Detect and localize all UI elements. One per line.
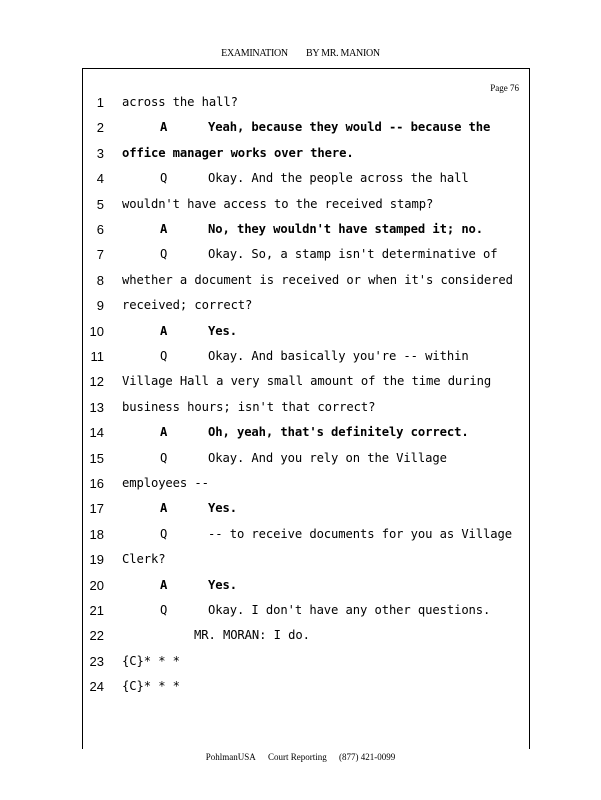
line-content: {C}* * * — [122, 653, 180, 668]
line-number: 19 — [89, 552, 104, 568]
line-content: Okay. And you rely on the Village — [208, 450, 447, 465]
page-header — [0, 48, 601, 59]
line-content: Okay. So, a stamp isn't determinative of — [208, 247, 498, 262]
transcript-line — [0, 247, 601, 269]
line-text — [122, 146, 354, 160]
line-number: 7 — [96, 247, 104, 263]
line-number: 10 — [89, 323, 104, 339]
transcript-line — [0, 374, 601, 396]
line-number: 17 — [89, 501, 104, 517]
speaker-label: Q — [160, 171, 168, 186]
line-number: 2 — [96, 120, 104, 136]
line-number: 4 — [96, 171, 104, 187]
line-content: Okay. And the people across the hall — [208, 171, 469, 186]
transcript-line — [0, 222, 601, 244]
line-number: 21 — [89, 603, 104, 618]
transcript-line — [0, 654, 601, 676]
speaker-label: A — [160, 425, 168, 440]
line-content: MR. MORAN: I do. — [194, 628, 310, 643]
line-content: Oh, yeah, that's definitely correct. — [208, 425, 469, 440]
line-text — [194, 628, 310, 642]
speaker-label: Q — [160, 603, 168, 617]
transcript-line — [0, 349, 601, 371]
line-content: Okay. And basically you're -- within — [208, 349, 469, 363]
line-text — [122, 679, 180, 693]
transcript-line — [0, 273, 601, 295]
line-text — [160, 527, 512, 541]
line-text — [122, 654, 180, 668]
line-text — [122, 197, 433, 211]
line-text — [160, 247, 498, 261]
line-content: Village Hall a very small amount of the time during — [122, 374, 492, 389]
speaker-label: A — [160, 501, 168, 516]
line-number: 6 — [96, 222, 104, 237]
footer-company: PohlmanUSA — [205, 752, 256, 762]
transcript-line — [0, 425, 601, 447]
transcript-line — [0, 578, 601, 600]
speaker-label: Q — [160, 349, 168, 363]
line-content: No, they wouldn't have stamped it; no. — [208, 222, 484, 236]
line-content: Yes. — [208, 577, 237, 592]
line-text — [122, 298, 252, 312]
transcript-line — [0, 451, 601, 473]
footer-service: Court Reporting — [268, 752, 327, 762]
line-text — [160, 603, 490, 617]
line-content: -- to receive documents for you as Village — [208, 526, 512, 541]
page-footer — [0, 752, 601, 762]
line-number: 3 — [96, 145, 104, 161]
transcript-line — [0, 552, 601, 574]
line-number: 8 — [96, 272, 104, 288]
speaker-label: Q — [160, 450, 168, 465]
page-number: Page 76 — [490, 83, 519, 93]
line-text — [122, 552, 165, 566]
line-content: Okay. I don't have any other questions. — [208, 603, 491, 617]
line-text — [160, 222, 483, 236]
header-examiner: BY MR. MANION — [306, 48, 380, 59]
transcript-line — [0, 324, 601, 346]
line-text — [122, 400, 375, 414]
line-number: 15 — [89, 450, 104, 466]
line-content: Yes. — [208, 501, 237, 516]
line-number: 12 — [89, 374, 104, 390]
line-text — [160, 171, 469, 185]
transcript-line — [0, 628, 601, 650]
transcript-line — [0, 298, 601, 320]
footer-phone: (877) 421-0099 — [339, 752, 396, 762]
line-number: 14 — [89, 425, 104, 441]
transcript-line — [0, 146, 601, 168]
transcript-line — [0, 527, 601, 549]
line-content: office manager works over there. — [122, 145, 354, 160]
line-text — [122, 476, 209, 490]
line-number: 1 — [96, 95, 104, 110]
line-text — [160, 451, 447, 465]
line-content: whether a document is received or when it's considered — [122, 272, 513, 287]
line-content: Yeah, because they would -- because the — [208, 120, 491, 135]
transcript-line — [0, 603, 601, 625]
speaker-label: A — [160, 120, 168, 135]
line-number: 24 — [89, 679, 104, 695]
line-text — [122, 374, 491, 388]
transcript-line — [0, 197, 601, 219]
line-number: 22 — [89, 628, 104, 644]
line-text — [160, 120, 490, 134]
speaker-label: Q — [160, 247, 168, 262]
line-content: Clerk? — [122, 552, 166, 567]
line-number: 9 — [96, 298, 104, 314]
line-text — [160, 349, 469, 363]
header-examination: EXAMINATION — [221, 48, 288, 59]
line-number: 5 — [96, 196, 104, 212]
line-content: {C}* * * — [122, 679, 180, 694]
line-content: business hours; isn't that correct? — [122, 399, 376, 414]
line-number: 16 — [89, 476, 104, 491]
transcript-line — [0, 476, 601, 498]
transcript-line — [0, 679, 601, 701]
line-text — [122, 273, 513, 287]
line-number: 23 — [89, 653, 104, 669]
line-content: across the hall? — [122, 95, 238, 109]
line-content: received; correct? — [122, 298, 253, 313]
line-text — [160, 425, 469, 439]
line-text — [160, 324, 237, 338]
speaker-label: Q — [160, 526, 168, 541]
transcript-line — [0, 400, 601, 422]
transcript-line — [0, 95, 601, 117]
line-number: 18 — [89, 526, 104, 542]
transcript-line — [0, 501, 601, 523]
line-content: wouldn't have access to the received stamp? — [122, 196, 434, 211]
line-content: employees -- — [122, 476, 209, 490]
line-text — [122, 95, 238, 109]
line-number: 11 — [90, 349, 104, 364]
speaker-label: A — [160, 577, 168, 592]
transcript-line — [0, 171, 601, 193]
line-text — [160, 501, 237, 515]
line-number: 13 — [89, 399, 104, 415]
line-number: 20 — [89, 577, 104, 593]
transcript-line — [0, 120, 601, 142]
line-content: Yes. — [208, 323, 237, 338]
speaker-label: A — [160, 222, 168, 236]
speaker-label: A — [160, 323, 168, 338]
line-text — [160, 578, 237, 592]
